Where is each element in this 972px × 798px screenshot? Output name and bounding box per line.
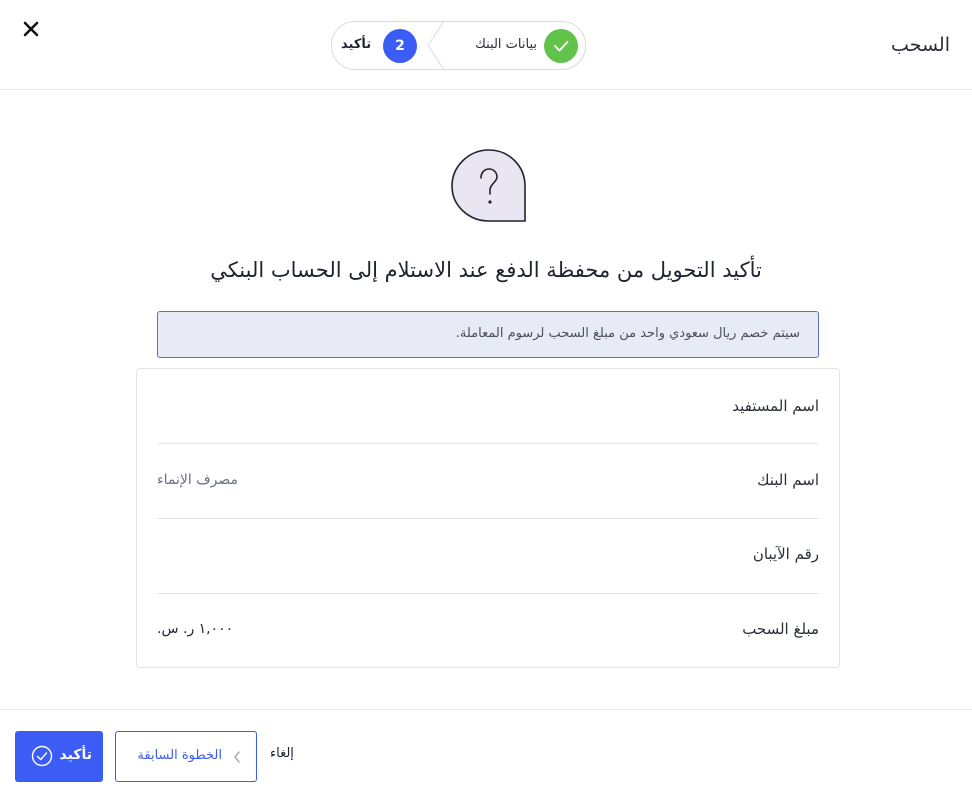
stepper	[331, 21, 586, 70]
step1-status	[544, 29, 578, 63]
cancel-button[interactable]: إلغاء	[270, 746, 294, 761]
chevron-left-icon	[232, 750, 242, 764]
check-icon	[544, 29, 578, 63]
amount-label: مبلغ السحب	[742, 620, 819, 638]
detail-row-beneficiary	[157, 369, 819, 444]
detail-row-amount	[157, 593, 819, 667]
bank-value: مصرف الإنماء	[157, 472, 239, 488]
confirm-button-label: تأكيد	[59, 747, 92, 763]
previous-step-button[interactable]	[115, 731, 257, 782]
confirmation-heading: تأكيد التحويل من محفظة الدفع عند الاستلام إلى الحساب البنكي	[210, 258, 762, 282]
iban-label: رقم الآيبان	[752, 545, 819, 563]
fee-notice-text: سيتم خصم ريال سعودي واحد من مبلغ السحب لرسوم المعاملة.	[455, 326, 800, 341]
question-bubble-icon	[450, 148, 528, 228]
amount-value: ١,٠٠٠ ر. س.	[157, 621, 234, 637]
step1-label: بيانات البنك	[475, 37, 537, 52]
dialog-footer	[0, 709, 972, 798]
detail-row-iban	[157, 519, 819, 594]
step2-number: 2	[383, 29, 417, 63]
detail-row-bank	[157, 444, 819, 519]
confirm-button[interactable]	[15, 731, 103, 782]
close-icon[interactable]	[20, 18, 42, 40]
beneficiary-label: اسم المستفيد	[732, 397, 819, 415]
step-divider-chevron	[426, 22, 446, 69]
previous-step-label: الخطوة السابقة	[137, 748, 222, 763]
fee-notice	[157, 311, 819, 358]
dialog-title: السحب	[891, 34, 950, 56]
step2-label: تأكيد	[341, 37, 372, 52]
bank-label: اسم البنك	[757, 471, 819, 489]
details-card	[136, 368, 840, 668]
dialog-header	[0, 0, 972, 90]
check-circle-icon	[31, 745, 53, 767]
